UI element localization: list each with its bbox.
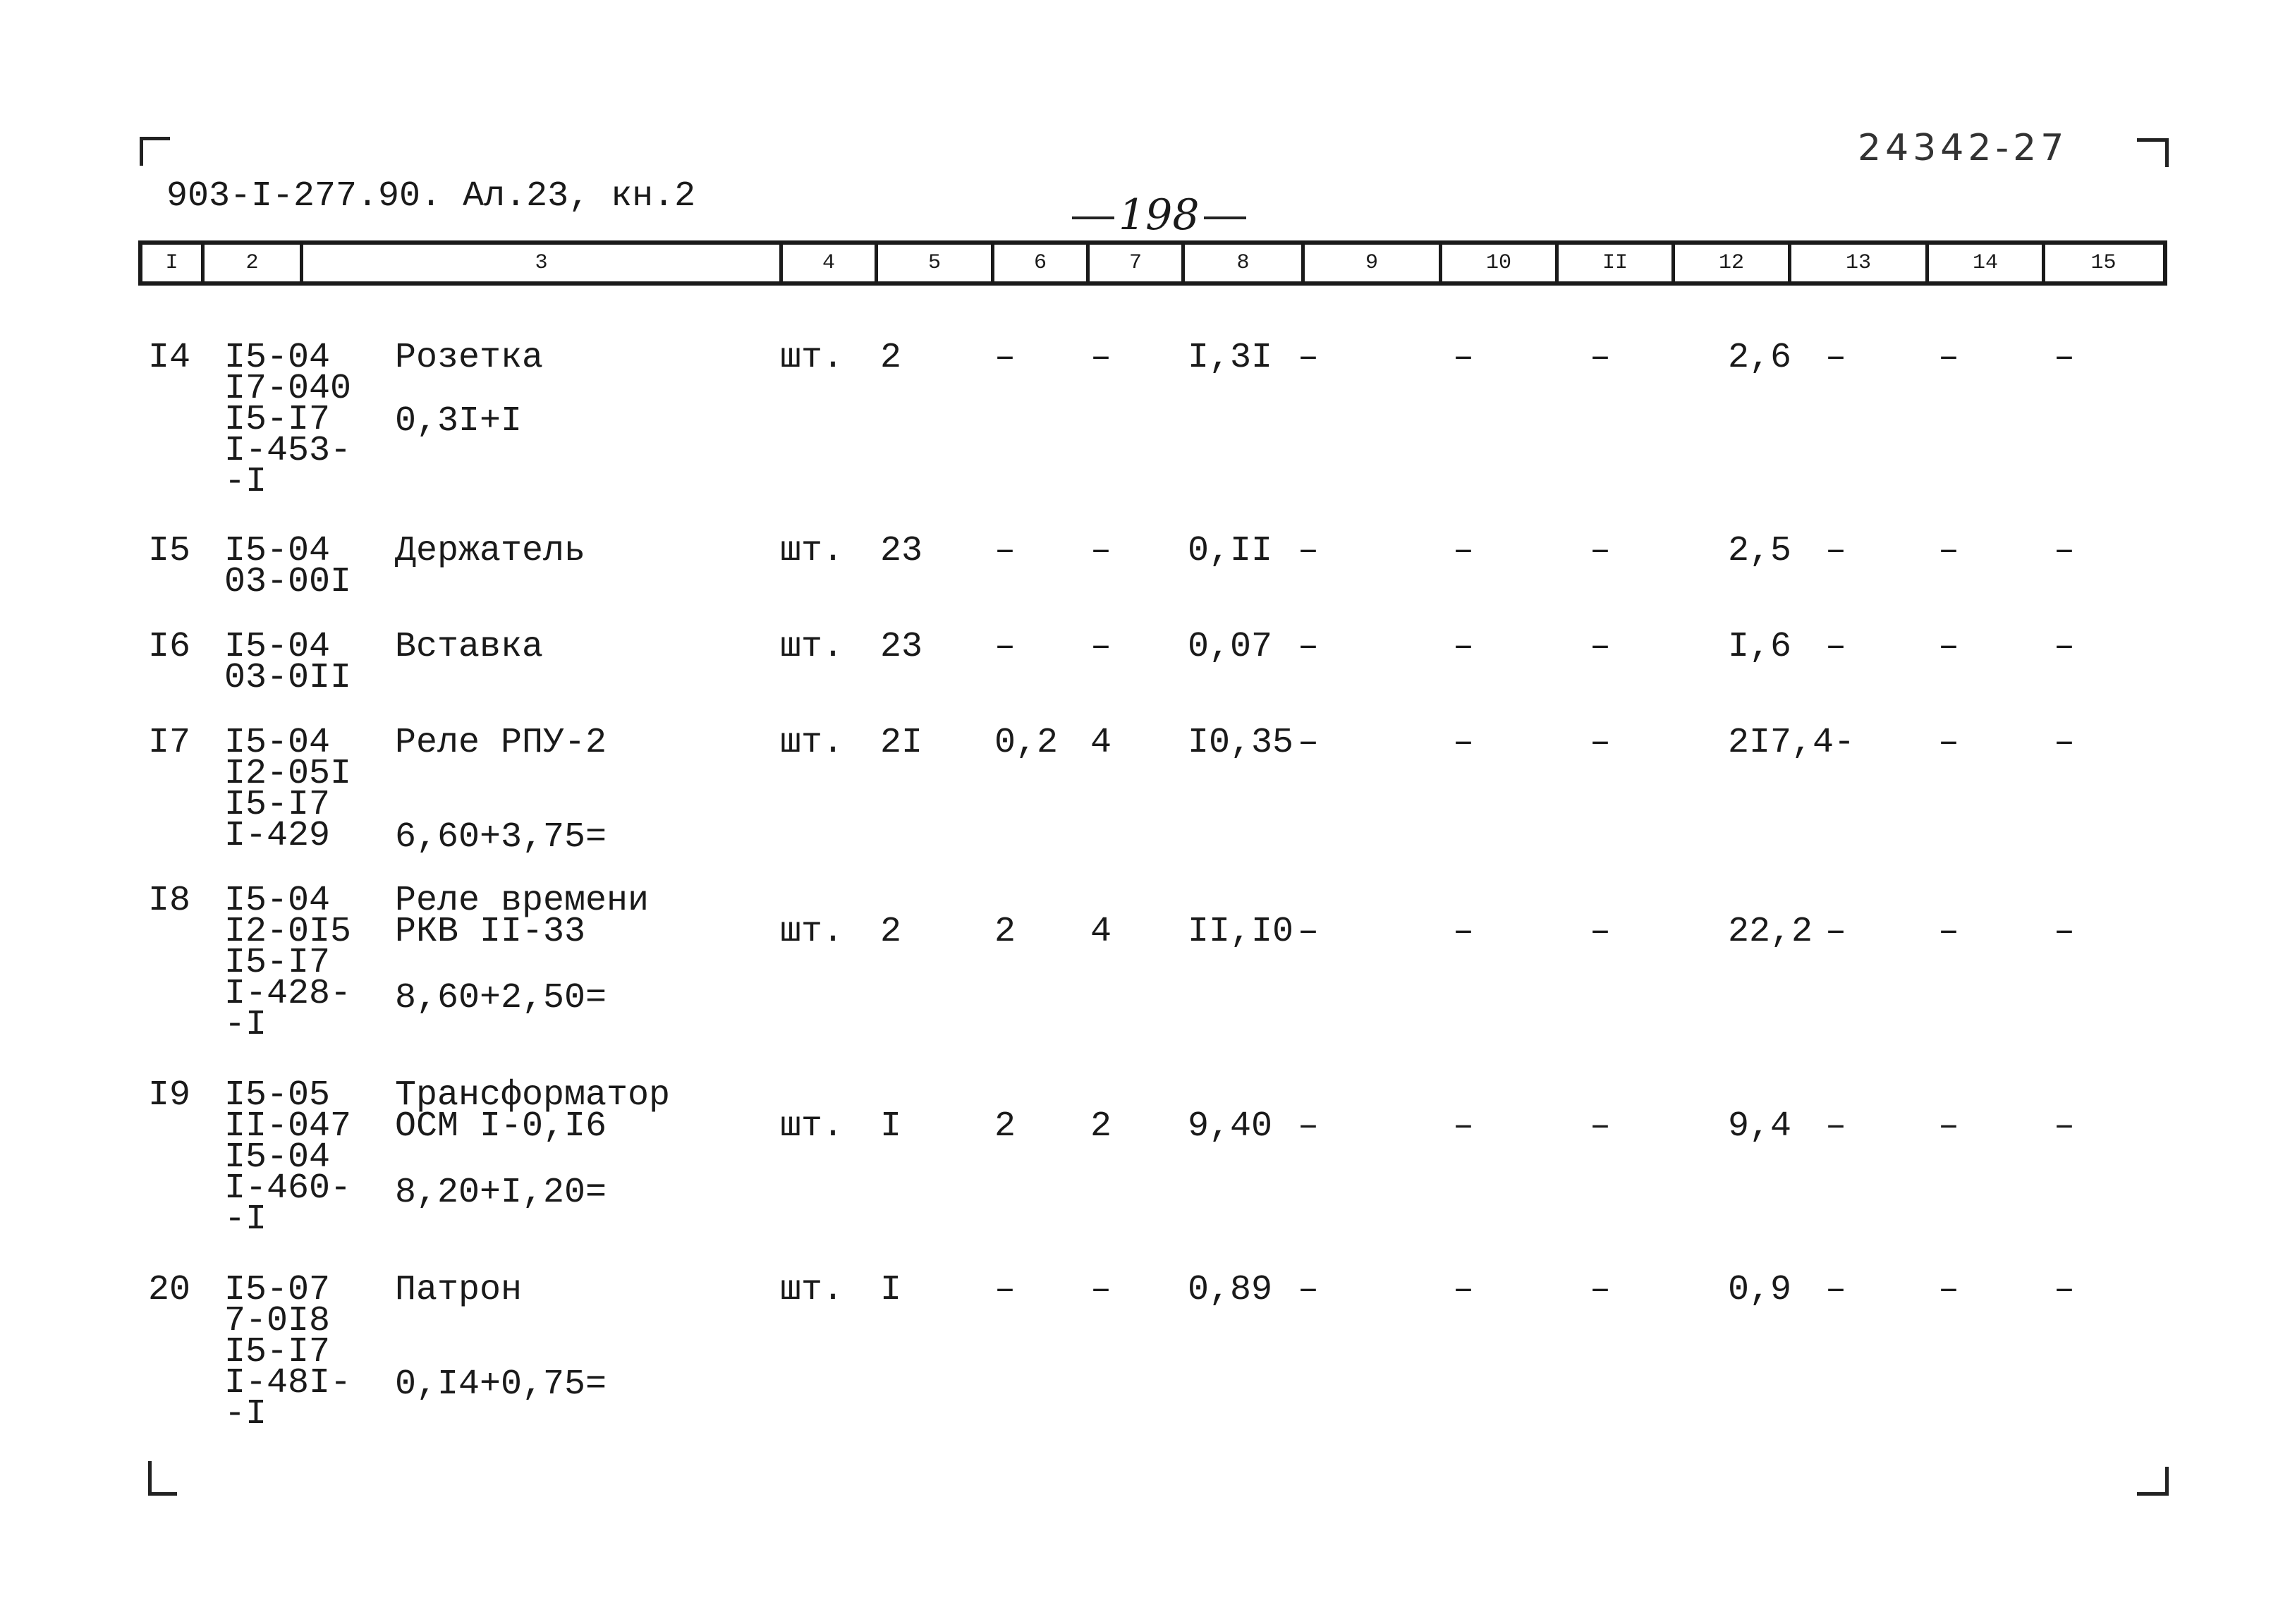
column-header-7: 7 [1090, 245, 1185, 281]
value-col-6: – [994, 1270, 1016, 1310]
value-col-6: – [994, 338, 1016, 378]
value-col-5: 2I [880, 723, 923, 763]
item-name: Трансформатор ОСМ I-0,I6 [395, 1075, 671, 1147]
value-col-9: – [1298, 531, 1320, 571]
column-header-4: 4 [783, 245, 878, 281]
value-col-15: – [2054, 338, 2076, 378]
value-col-10: – [1453, 627, 1475, 667]
column-header-row [138, 240, 2167, 286]
value-col-13: – [1825, 912, 1847, 952]
value-col-5: 23 [880, 627, 923, 667]
value-col-6: – [994, 531, 1016, 571]
value-col-8: 9,40 [1188, 1106, 1273, 1147]
page-number: 198 [1072, 190, 1246, 240]
value-col-8: I,3I [1188, 338, 1273, 378]
value-col-9: – [1298, 912, 1320, 952]
rate-code: I5-04 03-00I [224, 531, 352, 602]
value-col-15: – [2054, 1270, 2076, 1310]
value-col-15: – [2054, 1106, 2076, 1147]
value-col-14: – [1938, 912, 1960, 952]
column-header-11: II [1559, 245, 1675, 281]
value-col-10: – [1453, 531, 1475, 571]
value-col-10: – [1453, 1106, 1475, 1147]
rate-code: I5-04 I2-0I5 I5-I7 I-428- -I [224, 881, 352, 1045]
value-col-12: 0,9 [1728, 1270, 1792, 1310]
value-col-10: – [1453, 723, 1475, 763]
column-header-3: 3 [303, 245, 783, 281]
value-col-13: – [1825, 338, 1847, 378]
row-number: I6 [148, 627, 191, 667]
value-col-9: – [1298, 1270, 1320, 1310]
value-col-5: 23 [880, 531, 923, 571]
item-name: Патрон [395, 1270, 523, 1310]
unit: шт. [780, 1106, 844, 1147]
value-col-7: 4 [1090, 912, 1112, 952]
value-col-9: – [1298, 723, 1320, 763]
value-col-13: – [1825, 627, 1847, 667]
value-col-15: – [2054, 723, 2076, 763]
archive-number: 24342-27 [1858, 127, 2069, 169]
price-formula: 0,3I+I [395, 401, 523, 441]
price-formula: 8,60+2,50= [395, 978, 607, 1018]
unit: шт. [780, 723, 844, 763]
value-col-15: – [2054, 531, 2076, 571]
unit: шт. [780, 531, 844, 571]
corner-mark-top-left [140, 137, 170, 166]
value-col-7: – [1090, 338, 1112, 378]
value-col-12: 2I7,4- [1728, 723, 1856, 763]
value-col-8: 0,89 [1188, 1270, 1273, 1310]
rate-code: I5-07 7-0I8 I5-I7 I-48I- -I [224, 1270, 352, 1434]
value-col-12: I,6 [1728, 627, 1792, 667]
row-number: 20 [148, 1270, 191, 1310]
corner-mark-bottom-left [148, 1461, 177, 1496]
corner-mark-top-right [2137, 138, 2169, 167]
value-col-6: 0,2 [994, 723, 1059, 763]
value-col-10: – [1453, 912, 1475, 952]
unit: шт. [780, 338, 844, 378]
value-col-10: – [1453, 1270, 1475, 1310]
value-col-14: – [1938, 1106, 1960, 1147]
item-name: Реле времени РКВ II-33 [395, 881, 650, 952]
value-col-8: 0,II [1188, 531, 1273, 571]
item-name: Вставка [395, 627, 544, 667]
value-col-11: – [1590, 1106, 1612, 1147]
value-col-11: – [1590, 723, 1612, 763]
value-col-11: – [1590, 1270, 1612, 1310]
unit: шт. [780, 912, 844, 952]
item-name: Держатель [395, 531, 586, 571]
value-col-14: – [1938, 1270, 1960, 1310]
column-header-6: 6 [994, 245, 1090, 281]
column-header-5: 5 [878, 245, 994, 281]
value-col-5: I [880, 1270, 902, 1310]
value-col-6: 2 [994, 1106, 1016, 1147]
value-col-14: – [1938, 338, 1960, 378]
column-header-15: 15 [2090, 251, 2117, 275]
rate-code: I5-04 I7-040 I5-I7 I-453- -I [224, 338, 352, 502]
row-number: I7 [148, 723, 191, 763]
column-header-14: 14 [1929, 245, 2045, 281]
unit: шт. [780, 1270, 844, 1310]
value-col-12: 9,4 [1728, 1106, 1792, 1147]
value-col-15: – [2054, 627, 2076, 667]
value-col-12: 2,5 [1728, 531, 1792, 571]
value-col-5: 2 [880, 912, 902, 952]
value-col-7: – [1090, 1270, 1112, 1310]
row-number: I5 [148, 531, 191, 571]
row-number: I8 [148, 881, 191, 921]
value-col-13: – [1825, 1270, 1847, 1310]
value-col-12: 2,6 [1728, 338, 1792, 378]
column-header-12: 12 [1675, 245, 1791, 281]
value-col-7: – [1090, 531, 1112, 571]
value-col-12: 22,2 [1728, 912, 1813, 952]
rate-code: I5-04 I2-05I I5-I7 I-429 [224, 723, 352, 856]
value-col-11: – [1590, 627, 1612, 667]
item-name: Реле РПУ-2 [395, 723, 607, 763]
value-col-6: 2 [994, 912, 1016, 952]
value-col-13: – [1825, 1106, 1847, 1147]
unit: шт. [780, 627, 844, 667]
document-code: 903-I-277.90. Ал.23, кн.2 [166, 176, 696, 216]
price-formula: 8,20+I,20= [395, 1173, 607, 1213]
price-formula: 6,60+3,75= [395, 817, 607, 857]
row-number: I4 [148, 338, 191, 378]
value-col-14: – [1938, 531, 1960, 571]
value-col-10: – [1453, 338, 1475, 378]
corner-mark-bottom-right [2137, 1467, 2169, 1496]
rate-code: I5-04 03-0II [224, 627, 352, 698]
column-header-10: 10 [1442, 245, 1559, 281]
column-header-2: 2 [205, 245, 303, 281]
price-formula: 0,I4+0,75= [395, 1364, 607, 1405]
value-col-15: – [2054, 912, 2076, 952]
item-name: Розетка [395, 338, 544, 378]
rate-code: I5-05 II-047 I5-04 I-460- -I [224, 1075, 352, 1240]
value-col-6: – [994, 627, 1016, 667]
value-col-14: – [1938, 723, 1960, 763]
value-col-8: I0,35 [1188, 723, 1294, 763]
value-col-7: 4 [1090, 723, 1112, 763]
value-col-14: – [1938, 627, 1960, 667]
value-col-9: – [1298, 1106, 1320, 1147]
value-col-11: – [1590, 338, 1612, 378]
value-col-9: – [1298, 338, 1320, 378]
column-header-9: 9 [1305, 245, 1442, 281]
row-number: I9 [148, 1075, 191, 1116]
value-col-8: 0,07 [1188, 627, 1273, 667]
value-col-5: I [880, 1106, 902, 1147]
value-col-8: II,I0 [1188, 912, 1294, 952]
column-header-13: 13 [1791, 245, 1929, 281]
column-header-8: 8 [1185, 245, 1305, 281]
column-header-1: I [142, 245, 205, 281]
value-col-5: 2 [880, 338, 902, 378]
value-col-9: – [1298, 627, 1320, 667]
value-col-11: – [1590, 531, 1612, 571]
value-col-11: – [1590, 912, 1612, 952]
value-col-13: – [1825, 531, 1847, 571]
value-col-7: 2 [1090, 1106, 1112, 1147]
value-col-7: – [1090, 627, 1112, 667]
